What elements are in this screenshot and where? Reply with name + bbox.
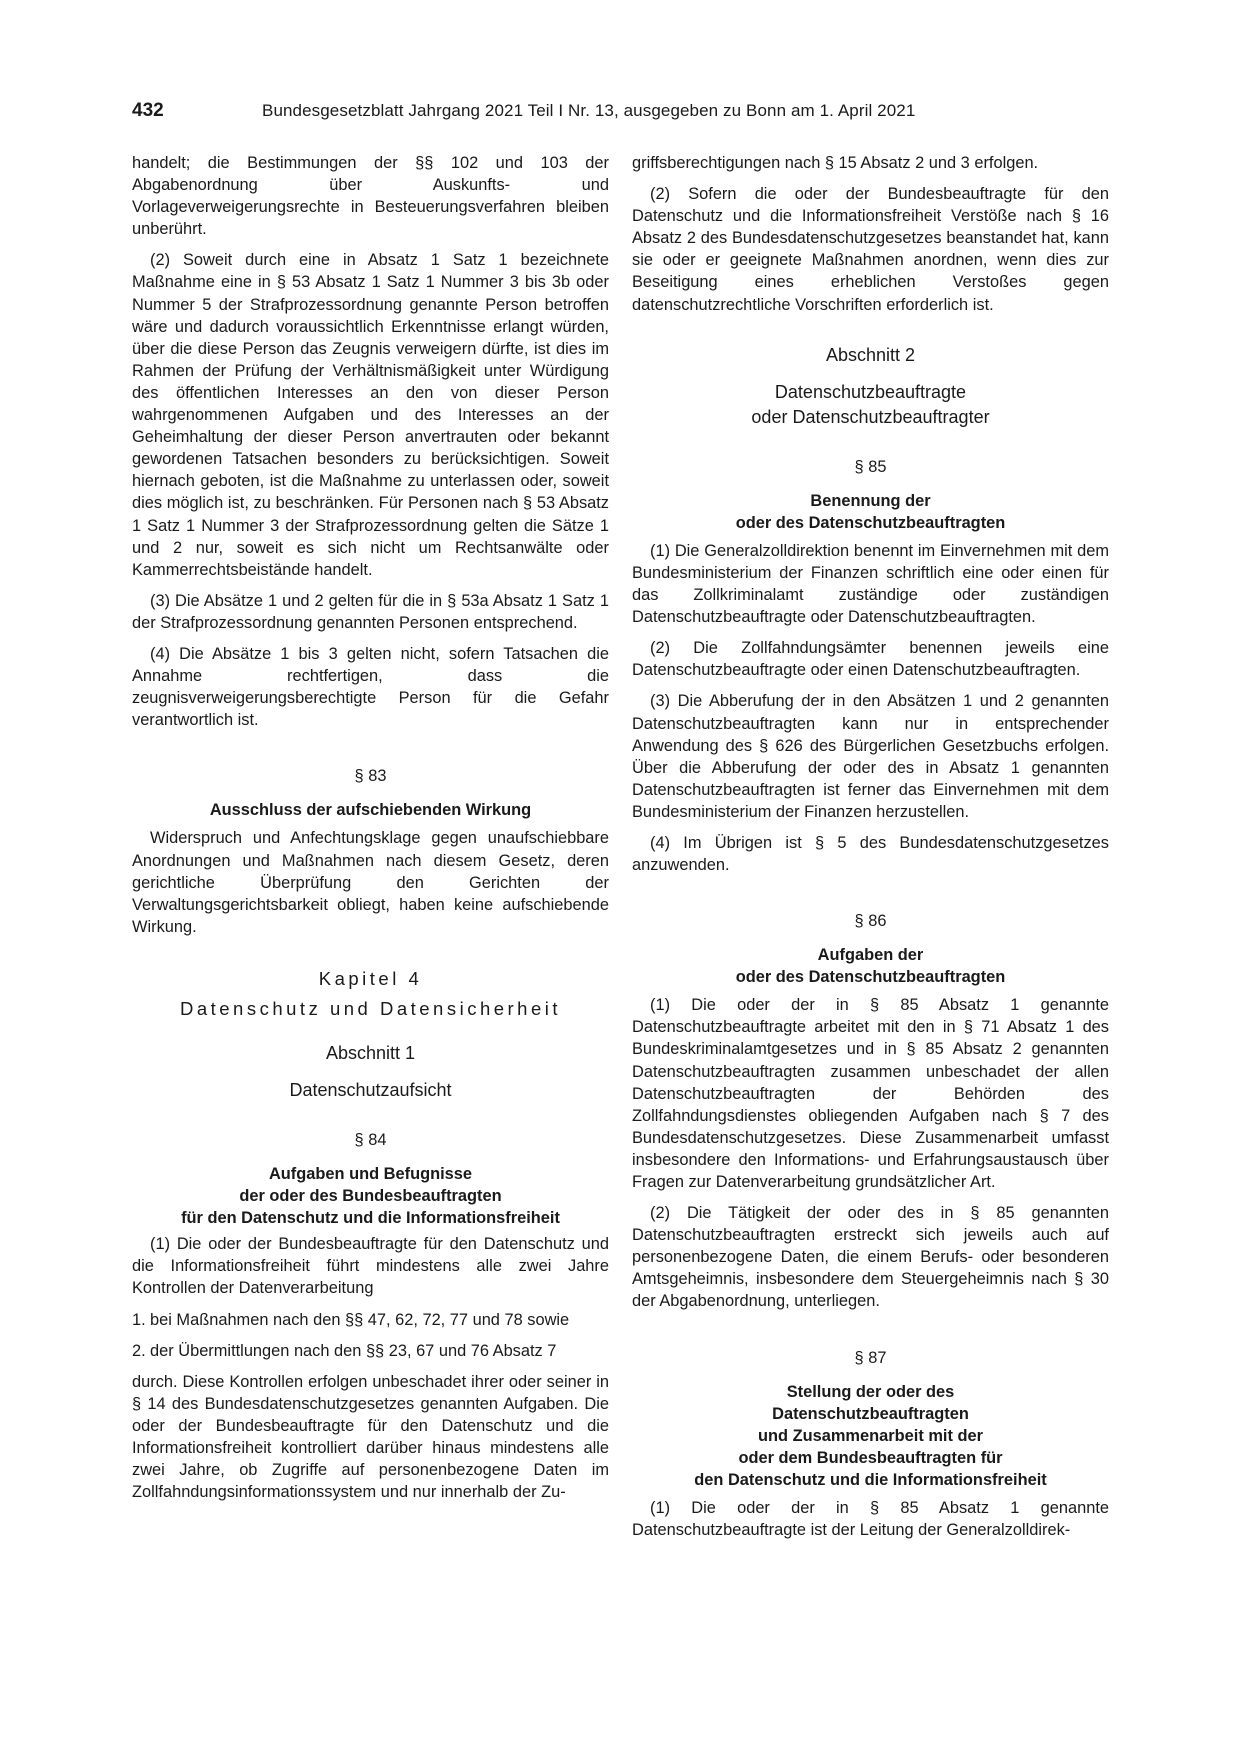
section-title	[632, 944, 1109, 988]
section-title-line: Datenschutzbeauftragten	[772, 1404, 969, 1423]
section-title-line: oder dem Bundesbeauftragten für	[738, 1448, 1003, 1467]
paragraph: (4) Im Übrigen ist § 5 des Bundesdatenschutzgesetzes anzuwenden.	[632, 833, 1109, 875]
numbered-list	[132, 1309, 609, 1362]
paragraph: (2) Die Zollfahndungsämter benennen jeweils eine Datenschutzbeauftragte oder einen Datenschutzbeauftragten.	[632, 639, 1109, 680]
section-number: § 83	[354, 767, 387, 786]
paragraph: (4) Die Absätze 1 bis 3 gelten nicht, sofern Tatsachen die Annahme rechtfertigen, dass die zeugnisverweigerungsberechtigte Person für die Gefahr verantwortlich ist.	[132, 644, 609, 730]
part-title	[632, 380, 1109, 430]
section-title-line: für den Datenschutz und die Informationsfreiheit	[181, 1209, 560, 1228]
left-column	[132, 152, 609, 1512]
paragraph: (2) Sofern die oder der Bundesbeauftragte für den Datenschutz und die Informationsfreiheit Verstöße nach § 16 Absatz 2 des Bundesdatenschutzgesetzes beanstandet hat, kann sie oder er geeignete Maßnahmen anordnen, wenn dies zur Beseitigung eines erheblichen Verstoßes gegen datenschutzrechtliche Vorschriften erforderlich ist.	[632, 185, 1109, 314]
paragraph: Widerspruch und Anfechtungsklage gegen unaufschiebbare Anordnungen und Maßnahmen nach diesem Gesetz, deren gerichtliche Überprüfung den Gerichten der Verwaltungsgerichtsbarkeit obliegt, haben keine aufschiebende Wirkung.	[132, 829, 609, 936]
list-item-number: 1.	[132, 1310, 146, 1329]
paragraph: (1) Die oder der Bundesbeauftragte für den Datenschutz und die Informationsfreiheit führt mindestens alle zwei Jahre Kontrollen der Datenverarbeitung	[132, 1235, 609, 1298]
part-heading: Abschnitt 2	[825, 344, 916, 365]
part-title: Datenschutzaufsicht	[289, 1080, 452, 1101]
part-title-line: Datenschutzbeauftragte	[774, 381, 967, 402]
section-title	[632, 490, 1109, 534]
paragraph: (2) Die Tätigkeit der oder des in § 85 genannten Datenschutzbeauftragten erstreckt sich jeweils auch auf personenbezogene Daten, die einem Berufs- oder besonderen Amtsgeheimnis, insbesondere dem Steuergeheimnis nach § 30 der Abgabenordnung, unterliegen.	[632, 1204, 1109, 1311]
page-number: 432	[132, 100, 164, 121]
section-title-line: Aufgaben und Befugnisse	[268, 1165, 473, 1184]
list-item-number: 2.	[132, 1341, 146, 1360]
section-title-line: Aufgaben der	[817, 946, 924, 965]
section-number: § 87	[854, 1348, 887, 1367]
section-title-line: Benennung der	[810, 491, 931, 510]
list-item	[132, 1340, 609, 1362]
paragraph: (2) Soweit durch eine in Absatz 1 Satz 1 bezeichnete Maßnahme eine in § 53 Absatz 1 Satz 1 Nummer 3 bis 3b oder Nummer 5 der Strafprozessordnung genannte Person betroffen wäre und dadurch voraussichtlich Erkenntnisse erlangt würden, über die diese Person das Zeugnis verweigern dürfte, ist dies im Rahmen der Prüfung der Verhältnismäßigkeit unter Würdigung des öffentlichen Interesses an den von dieser Person wahrgenommenen Aufgaben und des Interesses an der Geheimhaltung der dieser Person anvertrauten oder bekannt gewordenen Tatsachen besonders zu berücksichtigen. Soweit hiernach geboten, ist die Maßnahme zu unterlassen oder, soweit dies möglich ist, zu beschränken. Für Personen nach § 53 Absatz 1 Satz 1 Nummer 3 der Strafprozessordnung gelten die Sätze 1 und 2 nur, soweit es sich nicht um Rechtsanwälte oder Kammerrechtsbeistände handelt.	[132, 251, 609, 579]
part-title-line: oder Datenschutzbeauftragter	[751, 406, 990, 427]
section-number: § 85	[854, 457, 887, 476]
paragraph: durch. Diese Kontrollen erfolgen unbeschadet ihrer oder seiner in § 14 des Bundesdatenschutzgesetzes genannten Aufgaben. Die oder der Bundesbeauftragte für den Datenschutz und die Informationsfreiheit kontrolliert darüber hinaus mindestens alle zwei Jahre, ob Zugriffe auf personenbezogene Daten im Zollfahndungsinformationssystem und nur innerhalb der Zu-	[132, 1372, 609, 1502]
section-title-line: der oder des Bundesbeauftragten	[239, 1187, 502, 1206]
section-title: Ausschluss der aufschiebenden Wirkung	[209, 801, 532, 820]
section-title-line: oder des Datenschutzbeauftragten	[735, 968, 1006, 987]
paragraph: handelt; die Bestimmungen der §§ 102 und 103 der Abgabenordnung über Auskunfts- und Vorlageverweigerungsrechte in Besteuerungsverfahren bleiben unberührt.	[132, 154, 609, 239]
paragraph: griffsberechtigungen nach § 15 Absatz 2 und 3 erfolgen.	[632, 154, 1039, 172]
section-title	[632, 1381, 1109, 1491]
right-column	[632, 152, 1109, 1550]
paragraph: (3) Die Absätze 1 und 2 gelten für die in § 53a Absatz 1 Satz 1 der Strafprozessordnung genannten Personen entsprechend.	[132, 591, 609, 632]
running-head: Bundesgesetzblatt Jahrgang 2021 Teil I Nr. 13, ausgegeben zu Bonn am 1. April 2021	[262, 101, 916, 120]
paragraph: (1) Die Generalzolldirektion benennt im Einvernehmen mit dem Bundesministerium der Finanzen schriftlich eine oder einen für das Zollkriminalamt zuständige oder zuständigen Datenschutzbeauftragte oder Datenschutzbeauftragten.	[632, 541, 1109, 627]
paragraph: (3) Die Abberufung der in den Absätzen 1 und 2 genannten Datenschutzbeauftragten kann nur in entsprechender Anwendung des § 626 des Bürgerlichen Gesetzbuchs erfolgen. Über die Abberufung der oder des in Absatz 1 genannten Datenschutzbeauftragten ist ferner das Einvernehmen mit dem Bundesministerium der Finanzen herzustellen.	[632, 692, 1109, 821]
part-heading: Abschnitt 1	[325, 1043, 416, 1064]
list-item-text: der Übermittlungen nach den §§ 23, 67 und 76 Absatz 7	[150, 1341, 557, 1360]
paragraph: (1) Die oder der in § 85 Absatz 1 genannte Datenschutzbeauftragte arbeitet mit den in § 71 Absatz 1 des Bundeskriminalamtgesetzes und in § 85 Absatz 2 genannten Datenschutzbeauftragten zusammen unbeschadet der allen Datenschutzbeauftragten der Behörden des Zollfahndungsdienstes obliegenden Aufgaben nach § 7 des Bundesdatenschutzgesetzes. Diese Zusammenarbeit umfasst insbesondere den Informations- und Erfahrungsaustausch über Fragen zur Datenverarbeitung grundsätzlicher Art.	[632, 996, 1109, 1191]
section-title-line: Stellung der oder des	[786, 1382, 955, 1401]
list-item	[132, 1309, 609, 1331]
section-number: § 84	[354, 1131, 387, 1150]
section-title	[132, 1163, 609, 1229]
chapter-heading: Kapitel 4	[318, 967, 423, 989]
section-title-line: den Datenschutz und die Informationsfreiheit	[694, 1470, 1047, 1489]
section-title-line: oder des Datenschutzbeauftragten	[735, 513, 1006, 532]
section-title-line: und Zusammenarbeit mit der	[758, 1426, 983, 1445]
paragraph: (1) Die oder der in § 85 Absatz 1 genannte Datenschutzbeauftragte ist der Leitung der Generalzolldirek-	[632, 1498, 1109, 1539]
list-item-text: bei Maßnahmen nach den §§ 47, 62, 72, 77 und 78 sowie	[150, 1310, 570, 1329]
section-number: § 86	[854, 912, 887, 931]
chapter-title: Datenschutz und Datensicherheit	[179, 998, 562, 1019]
